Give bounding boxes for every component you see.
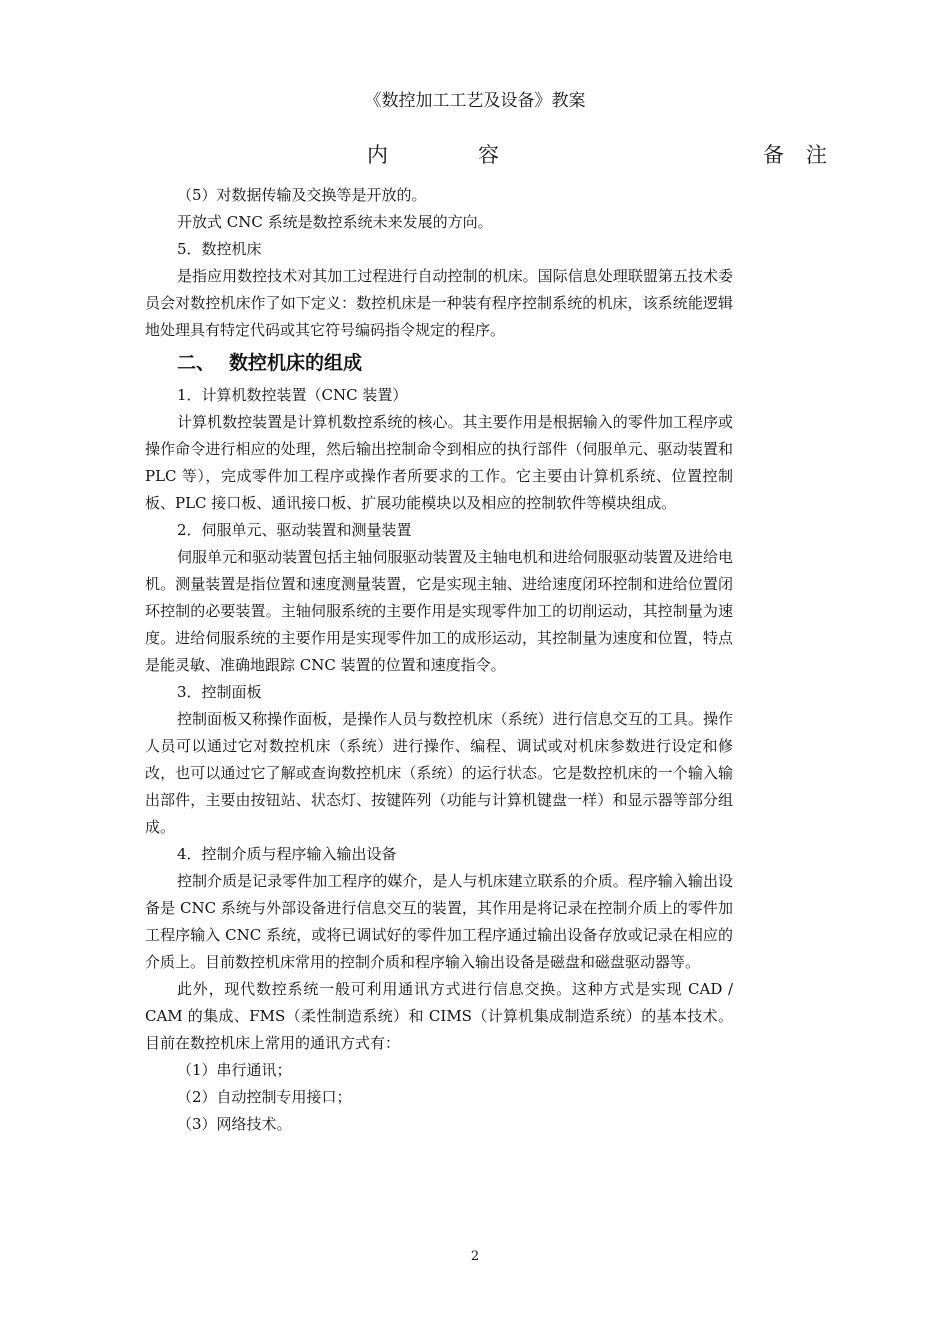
paragraph: 此外，现代数控系统一般可利用通讯方式进行信息交换。这种方式是实现 CAD / CAM 的集成、FMS（柔性制造系统）和 CIMS（计算机集成制造系统）的基本技术。目前在数控机床上常用的通讯方式有：	[145, 980, 733, 1052]
paragraph: 控制面板又称操作面板，是操作人员与数控机床（系统）进行信息交互的工具。操作人员可以通过它对数控机床（系统）进行操作、编程、调试或对机床参数进行设定和修改，也可以通过它了解或查询数控机床（系统）的运行状态。它是数控机床的一个输入输出部件，主要由按钮站、状态灯、按键阵列（功能与计算机键盘一样）和显示器等部分组成。	[145, 710, 733, 836]
list-item: （1）串行通讯；	[177, 1061, 292, 1079]
subsection-title: 1．计算机数控装置（CNC 装置）	[177, 386, 408, 404]
document-header-title: 《数控加工工艺及设备》教案	[364, 91, 586, 111]
section-heading	[145, 348, 733, 378]
subsection-title: 2．伺服单元、驱动装置和测量装置	[177, 521, 412, 539]
section-heading-number: 二、	[177, 352, 216, 374]
paragraph: 控制介质是记录零件加工程序的媒介，是人与机床建立联系的介质。程序输入输出设备是 CNC 系统与外部设备进行信息交互的装置，其作用是将记录在控制介质上的零件加工程序输入 CNC 系统，或将已调试好的零件加工程序通过输出设备存放或记录在相应的介质上。目前数控机床常用的控制介质和程序输入输出设备是磁盘和磁盘驱动器等。	[145, 872, 733, 971]
list-item: （2）自动控制专用接口；	[177, 1088, 352, 1106]
list-item: （5）对数据传输及交换等是开放的。	[177, 186, 427, 204]
document-body	[145, 182, 733, 1138]
page-number: 2	[470, 1249, 480, 1264]
section-heading-text: 数控机床的组成	[229, 352, 363, 374]
paragraph: 是指应用数控技术对其加工过程进行自动控制的机床。国际信息处理联盟第五技术委员会对数控机床作了如下定义：数控机床是一种装有程序控制系统的机床，该系统能逻辑地处理具有特定代码或其它符号编码指令规定的程序。	[145, 267, 733, 339]
subsection-title: 5．数控机床	[177, 240, 262, 258]
list-item: （3）网络技术。	[177, 1115, 292, 1133]
paragraph: 开放式 CNC 系统是数控系统未来发展的方向。	[177, 213, 493, 231]
subsection-title: 3．控制面板	[177, 683, 262, 701]
paragraph: 计算机数控装置是计算机数控系统的核心。其主要作用是根据输入的零件加工程序或操作命令进行相应的处理，然后输出控制命令到相应的执行部件（伺服单元、驱动装置和 PLC 等），完成零件加工程序或操作者所要求的工作。它主要由计算机系统、位置控制板、PLC 接口板、通讯接口板、扩展功能模块以及相应的控制软件等模块组成。	[145, 413, 733, 512]
column-header-content: 内容	[367, 143, 589, 167]
paragraph: 伺服单元和驱动装置包括主轴伺服驱动装置及主轴电机和进给伺服驱动装置及进给电机。测量装置是指位置和速度测量装置，它是实现主轴、进给速度闭环控制和进给位置闭环控制的必要装置。主轴伺服系统的主要作用是实现零件加工的切削运动，其控制量为速度。进给伺服系统的主要作用是实现零件加工的成形运动，其控制量为速度和位置，特点是能灵敏、准确地跟踪 CNC 装置的位置和速度指令。	[145, 548, 733, 674]
subsection-title: 4．控制介质与程序输入输出设备	[177, 845, 397, 863]
column-header-notes: 备注	[763, 143, 849, 167]
